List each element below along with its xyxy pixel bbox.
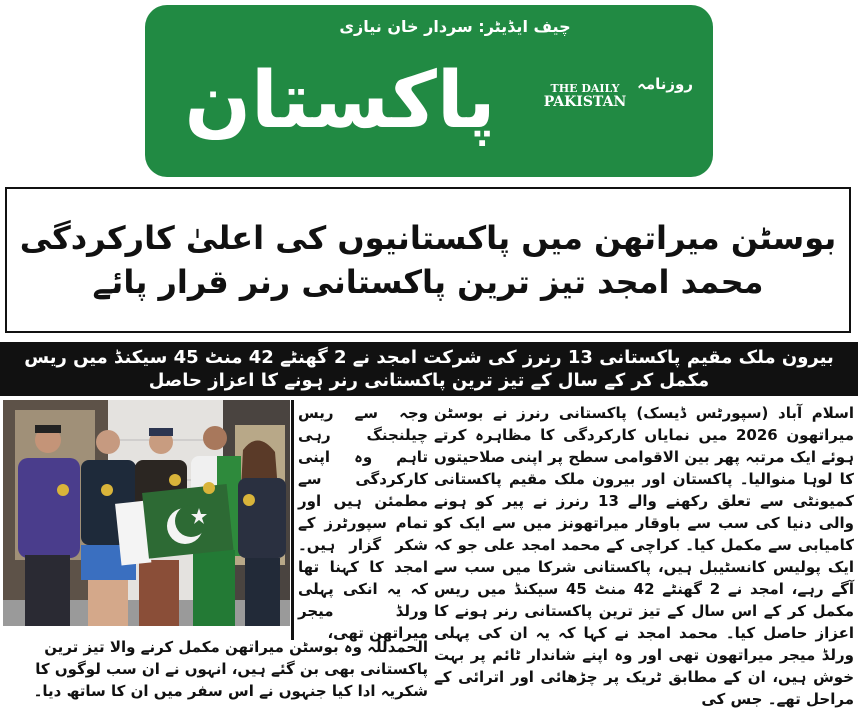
- article-headline: بوسٹن میراتھن میں پاکستانیوں کی اعلیٰ کارکردگی محمد امجد تیز ترین پاکستانی رنر قرار پائے: [19, 219, 837, 301]
- newspaper-masthead: [145, 5, 713, 177]
- body-text: اسلام آباد (سپورٹس ڈیسک) پاکستانی رنرز نے بوسٹن میراتھون 2026 میں نمایاں کارکردگی کا مظاہرہ کرتے ہوئے ایک مرتبہ پھر بین الاقوامی سطح پر اپنی صلاحیتوں کا لوہا منوالیا۔ پاکستان اور بیرون ملک مقیم پاکستانی کمیونٹی سے تعلق رکھنے والے 13 رنرز نے پیر کو ہونے والی دنیا کی سب سے باوقار میراتھونز میں سے ایک کو کامیابی سے مکمل کیا۔ کراچی کے محمد امجد علی جو کہ ایک پولیس کانسٹیبل ہیں، پاکستانی شرکا میں سب سے آگے رہے، امجد نے 2 گھنٹے 42 منٹ 45 سیکنڈ میں ریس مکمل کر کے اس سال کے تیز ترین پاکستانی رنر ہونے کا اعزاز حاصل کیا۔ محمد امجد نے کہا کہ یہ ان کی پہلی ورلڈ میجر میراتھون تھی اور وہ اپنے شاندار ٹائم پر بہت خوش ہیں، ان کے مطابق ٹریک پر چڑھائی اور اترائی کے مراحل تھے۔ جس کی: [434, 404, 854, 708]
- article-photo: [3, 400, 290, 626]
- article-body-middle-column: وجہ سے ریس چیلنجنگ رہی تاہم وہ اپنی کارکردگی سے مطمئن ہیں اور تمام سپورٹرز کے شکر گزار ہیں۔ امجد کا کہنا تھا کہ یہ انکی پہلی ورلڈ میجر میراتھن تھی،: [298, 404, 428, 642]
- article-subheadline: بیرون ملک مقیم پاکستانی 13 رنرز کی شرکت امجد نے 2 گھنٹے 42 منٹ 45 سیکنڈ میں ریس مکمل کر کے سال کے تیز ترین پاکستانی رنر ہونے کا اعزاز حاصل: [24, 347, 834, 391]
- runners-with-flag-photo: [3, 400, 290, 626]
- masthead-english-line2: PAKISTAN: [543, 94, 627, 111]
- headline-box: [5, 187, 851, 333]
- article-body-bottom: الحمدللہ وہ بوسٹن میراتھن مکمل کرنے والا تیز ترین پاکستانی بھی بن گئے ہیں، انہوں نے ان سب لوگوں کا شکریہ ادا کیا جنہوں نے اس سفر میں ان کا ساتھ دیا۔: [33, 638, 428, 700]
- column-divider: [291, 400, 294, 640]
- chief-editor-line: چیف ایڈیٹر: سردار خان نیازی: [339, 17, 571, 36]
- masthead-title-urdu: پاکستان: [184, 56, 496, 146]
- masthead-english-line1: THE DAILY: [550, 82, 620, 95]
- subheadline-bar: [0, 342, 858, 396]
- roznama-label: روزنامہ: [637, 75, 693, 93]
- article-body-right-column: [434, 402, 854, 710]
- masthead-title-english: [530, 83, 640, 110]
